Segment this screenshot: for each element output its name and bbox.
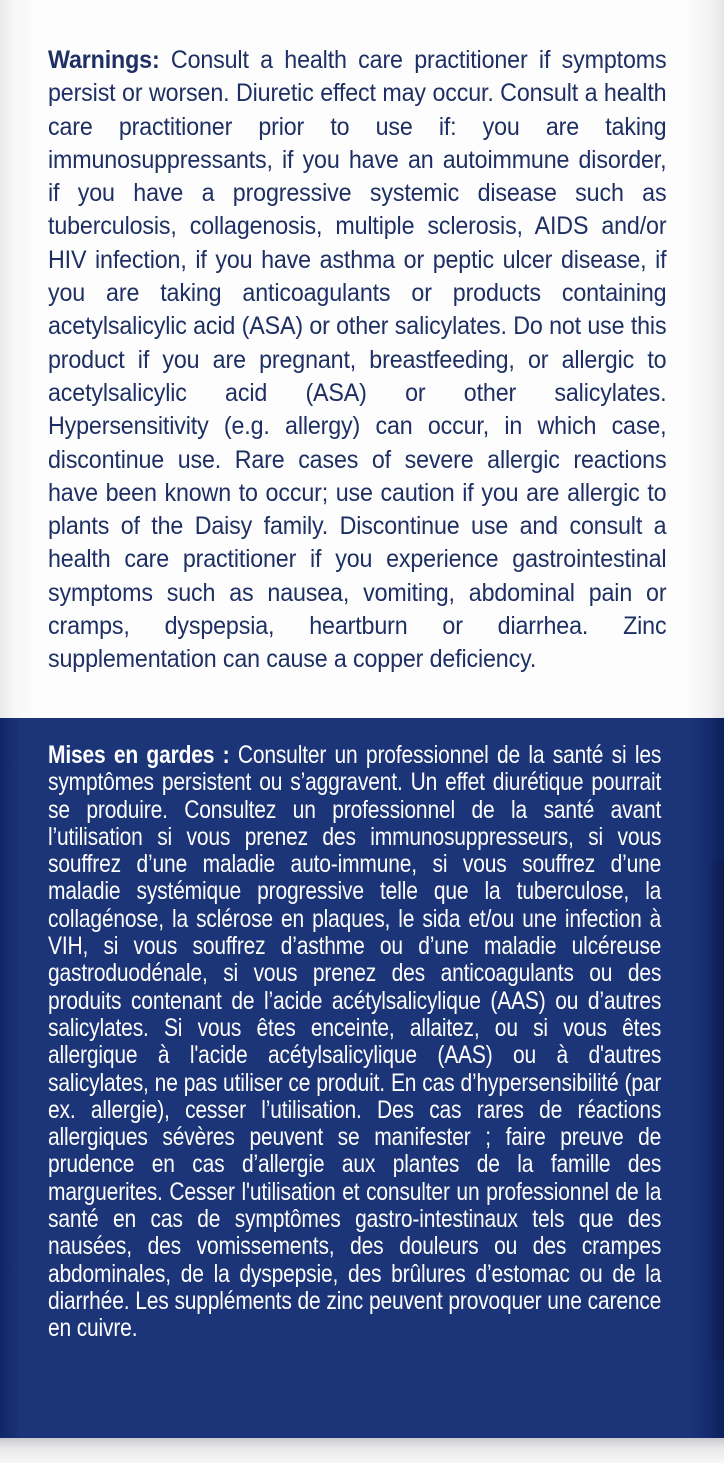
bottom-edge-shadow	[0, 1438, 724, 1463]
right-edge-shadow	[706, 860, 724, 1360]
english-warnings-section	[0, 0, 724, 718]
french-warnings-body: Consulter un professionnel de la santé si les symptômes persistent ou s’aggravent. Un effet diurétique pourrait se produire. Consultez un professionnel de la santé avant l’utilisation si vous prenez des immunosuppresseurs, si vous souffrez d’une maladie auto-immune, si vous souffrez d’une maladie systémique progressive telle que la tuberculose, la collagénose, la sclérose en plaques, le sida et/ou une infection à VIH, si vous souffrez d’asthme ou d’une maladie ulcéreuse gastroduodénale, si vous prenez des anticoagulants ou des produits contenant de l’acide acétylsalicylique (AAS) ou d’autres salicylates. Si vous êtes enceinte, allaitez, ou si vous êtes allergique à l'acide acétylsalicylique (AAS) ou à d'autres salicylates, ne pas utiliser ce produit. En cas d’hypersensibilité (par ex. allergie), cesser l’utilisation. Des cas rares de réactions allergiques sévères peuvent se manifester ; faire preuve de prudence en cas d’allergie aux plantes de la famille des marguerites. Cesser l'utilisation et consulter un professionnel de la santé en cas de symptômes gastro-intestinaux tels que des nausées, des vomissements, des douleurs ou des crampes abdominales, de la dyspepsie, des brûlures d’estomac ou de la diarrhée. Les suppléments de zinc peuvent provoquer une carence en cuivre.	[48, 741, 662, 1343]
english-warnings-heading: Warnings:	[48, 46, 160, 74]
english-warnings-text	[48, 44, 666, 677]
french-warnings-heading: Mises en gardes :	[48, 741, 230, 769]
french-warnings-text	[48, 742, 661, 1343]
english-warnings-body: Consult a health care practitioner if symptoms persist or worsen. Diuretic effect may occur. Consult a health care practitioner prior to use if: you are taking immunosuppressants, if you have an autoimmune disorder, if you have a progressive systemic disease such as tuberculosis, collagenosis, multiple sclerosis, AIDS and/or HIV infection, if you have asthma or peptic ulcer disease, if you are taking anticoagulants or products containing acetylsalicylic acid (ASA) or other salicylates. Do not use this product if you are pregnant, breastfeeding, or allergic to acetylsalicylic acid (ASA) or other salicylates. Hypersensitivity (e.g. allergy) can occur, in which case, discontinue use. Rare cases of severe allergic reactions have been known to occur; use caution if you are allergic to plants of the Daisy family. Discontinue use and consult a health care practitioner if you experience gastrointestinal symptoms such as nausea, vomiting, abdominal pain or cramps, dyspepsia, heartburn or diarrhea. Zinc supplementation can cause a copper deficiency.	[48, 46, 667, 674]
french-warnings-section	[0, 718, 724, 1438]
